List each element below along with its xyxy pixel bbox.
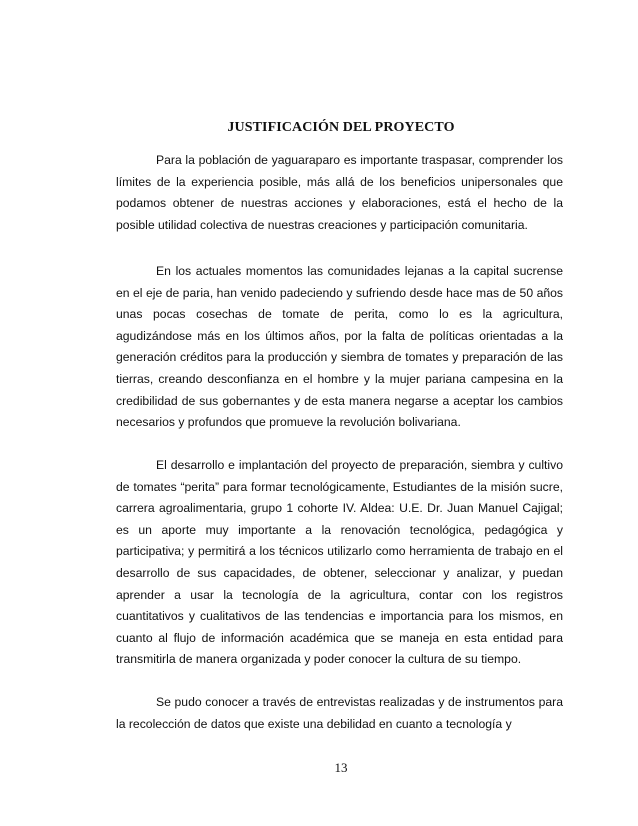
paragraph-3: El desarrollo e implantación del proyecto de preparación, siembra y cultivo de tomates “perita” para formar tecnológicamente, Estudiantes de la misión sucre, carrera agroalimentaria, grupo 1 cohorte IV. Aldea: U.E. Dr. Juan Manuel Cajigal; es un aporte muy importante a la renovación tecnológica, pedagógica y participativa; y permitirá a los técnicos utilizarlo como herramienta de trabajo en el desarrollo de sus capacidades, de obtener, seleccionar y analizar, y puedan aprender a usar la tecnología de la agricultura, contar con los registros cuantitativos y cualitativos de las tendencias e importancia para los mismos, en cuanto al flujo de información académica que se maneja en esta entidad para transmitirla de manera organizada y poder conocer la cultura de su tiempo. bbox=[116, 458, 563, 667]
paragraph-4: Se pudo conocer a través de entrevistas realizadas y de instrumentos para la recolección de datos que existe una debilidad en cuanto a tecnología y bbox=[116, 695, 563, 731]
paragraph-1: Para la población de yaguaraparo es importante traspasar, comprender los límites de la experiencia posible, más allá de los beneficios unipersonales que podamos obtener de nuestras acciones y elaboraciones, está el hecho de la posible utilidad colectiva de nuestras creaciones y participación comunitaria. bbox=[116, 153, 563, 232]
page-title: JUSTIFICACIÓN DEL PROYECTO bbox=[227, 120, 455, 135]
page-number: 13 bbox=[334, 760, 348, 775]
paragraph-2: En los actuales momentos las comunidades lejanas a la capital sucrense en el eje de paria, han venido padeciendo y sufriendo desde hace mas de 50 años unas pocas cosechas de tomate de perita, como lo es la agricultura, agudizándose más en los últimos años, por la falta de políticas orientadas a la generación créditos para la producción y siembra de tomates y preparación de las tierras, creando desconfianza en el hombre y la mujer pariana campesina en la credibilidad de sus gobernantes y de esta manera negarse a aceptar los cambios necesarios y profundos que promueve la revolución bolivariana. bbox=[116, 264, 563, 430]
